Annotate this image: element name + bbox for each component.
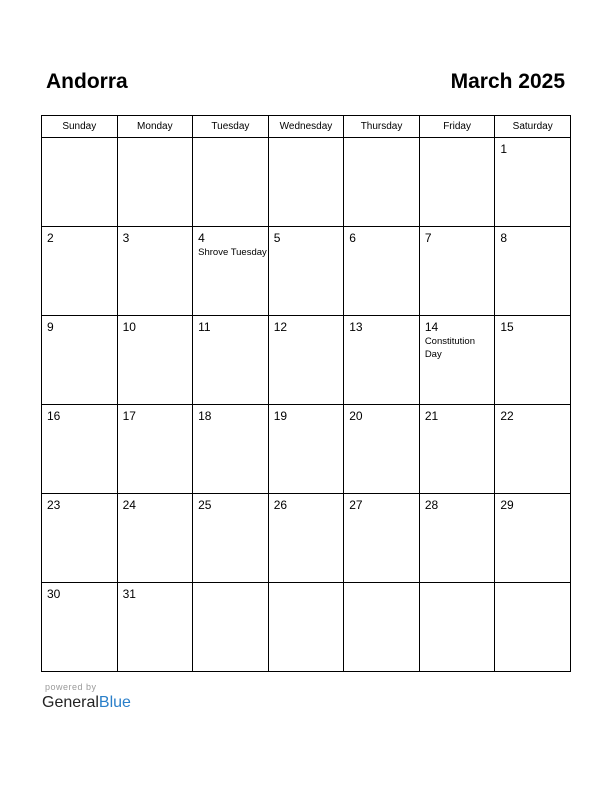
day-number: 25 — [198, 498, 212, 512]
week-row — [42, 583, 571, 672]
day-cell — [495, 494, 571, 583]
weekday-header: Thursday — [344, 116, 420, 138]
day-number: 31 — [122, 587, 136, 601]
day-number: 24 — [122, 498, 136, 512]
month-year-title: March 2025 — [450, 70, 565, 93]
calendar-grid — [41, 115, 571, 672]
weekday-header: Friday — [419, 116, 495, 138]
day-cell — [419, 227, 495, 316]
weekday-header: Saturday — [495, 116, 571, 138]
day-number: 9 — [47, 320, 54, 334]
weekday-header: Monday — [117, 116, 193, 138]
day-cell — [344, 494, 420, 583]
day-cell — [495, 316, 571, 405]
day-cell — [117, 494, 193, 583]
day-number: 22 — [500, 409, 514, 423]
day-number: 12 — [273, 320, 288, 334]
day-cell — [419, 138, 495, 227]
day-number: 4 — [198, 231, 205, 245]
day-cell — [495, 227, 571, 316]
week-row — [42, 405, 571, 494]
week-row — [42, 138, 571, 227]
day-number: 26 — [273, 498, 288, 512]
day-cell — [344, 138, 420, 227]
day-number: 1 — [500, 142, 508, 156]
day-number: 23 — [47, 498, 61, 512]
day-cell — [344, 583, 420, 672]
brand-blue: Blue — [98, 694, 131, 711]
day-cell — [42, 405, 118, 494]
day-cell — [268, 138, 344, 227]
day-number: 13 — [349, 320, 363, 334]
country-title: Andorra — [46, 70, 128, 93]
day-cell — [193, 494, 269, 583]
brand-general: General — [42, 694, 99, 711]
day-number: 8 — [500, 231, 508, 245]
day-number: 30 — [47, 587, 61, 601]
day-number: 20 — [349, 409, 363, 423]
day-cell — [419, 405, 495, 494]
day-cell — [193, 227, 269, 316]
day-cell — [117, 227, 193, 316]
week-row — [42, 227, 571, 316]
day-number: 11 — [198, 320, 211, 334]
day-cell — [268, 405, 344, 494]
day-cell — [193, 583, 269, 672]
day-cell — [344, 316, 420, 405]
day-cell — [495, 138, 571, 227]
week-row — [42, 494, 571, 583]
day-cell — [268, 227, 344, 316]
day-cell — [419, 494, 495, 583]
day-number: 6 — [349, 231, 356, 245]
day-cell — [268, 583, 344, 672]
day-number: 28 — [424, 498, 439, 512]
day-cell — [193, 138, 269, 227]
day-number: 17 — [122, 409, 136, 423]
day-cell — [117, 138, 193, 227]
generalblue-logo[interactable] — [42, 694, 131, 712]
day-number: 10 — [122, 320, 136, 334]
holiday-label: Shrove Tuesday — [198, 247, 267, 258]
day-cell — [42, 494, 118, 583]
day-number: 7 — [424, 231, 432, 245]
weekday-header: Sunday — [42, 116, 118, 138]
day-number: 3 — [122, 231, 130, 245]
day-cell — [268, 316, 344, 405]
day-cell — [495, 583, 571, 672]
day-cell — [344, 227, 420, 316]
day-cell — [419, 316, 495, 405]
day-number: 15 — [500, 320, 514, 334]
weekday-header-row — [42, 116, 571, 138]
day-cell — [42, 583, 118, 672]
day-cell — [495, 405, 571, 494]
day-cell — [42, 227, 118, 316]
weekday-header: Tuesday — [193, 116, 269, 138]
day-cell — [117, 405, 193, 494]
day-number: 5 — [273, 231, 281, 245]
day-number: 14 — [424, 320, 439, 334]
day-number: 18 — [198, 409, 212, 423]
day-number: 19 — [273, 409, 288, 423]
day-cell — [42, 138, 118, 227]
day-number: 2 — [47, 231, 54, 245]
holiday-label: Constitution Day — [424, 336, 475, 360]
week-row — [42, 316, 571, 405]
day-cell — [42, 316, 118, 405]
day-cell — [268, 494, 344, 583]
day-cell — [117, 583, 193, 672]
day-number: 27 — [349, 498, 363, 512]
powered-by-label: powered by — [45, 682, 97, 692]
day-cell — [344, 405, 420, 494]
day-cell — [117, 316, 193, 405]
day-number: 21 — [424, 409, 439, 423]
day-cell — [193, 316, 269, 405]
day-number: 16 — [47, 409, 61, 423]
day-cell — [419, 583, 495, 672]
day-cell — [193, 405, 269, 494]
day-number: 29 — [500, 498, 514, 512]
weekday-header: Wednesday — [268, 116, 344, 138]
